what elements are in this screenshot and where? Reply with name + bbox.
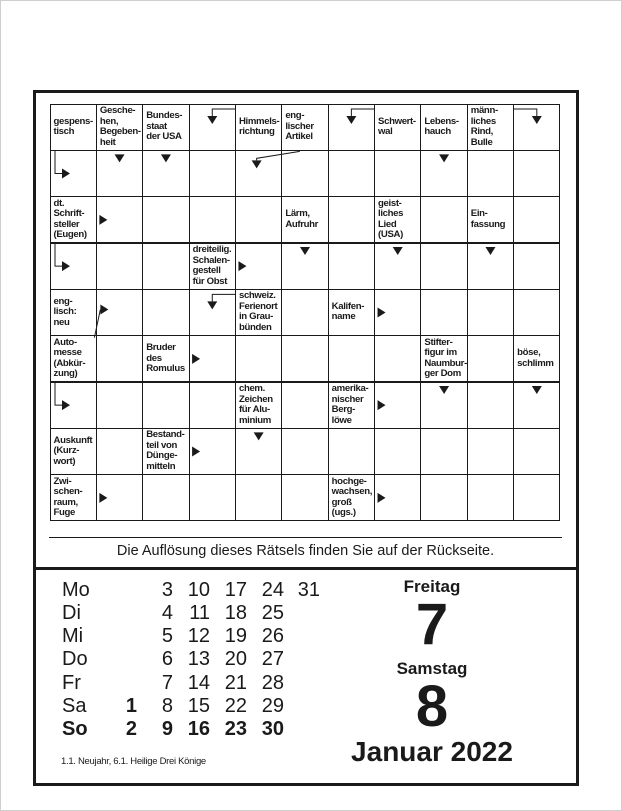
calendar-date: 3 xyxy=(161,579,173,601)
arrow-down-icon xyxy=(254,432,264,440)
clue-text: Bundes- staat der USA xyxy=(146,110,183,143)
calendar-date: 24 xyxy=(261,579,284,601)
calendar-date: 8 xyxy=(161,695,173,717)
weekday-label: Mi xyxy=(62,625,84,647)
day1-number: 7 xyxy=(415,592,449,657)
calendar-date: 17 xyxy=(224,579,247,601)
calendar-date: 13 xyxy=(187,648,210,670)
clue-text: Bestand- teil von Dünge- mitteln xyxy=(146,429,185,472)
arrow-right-icon xyxy=(192,354,200,364)
arrow-down-icon xyxy=(115,154,125,162)
solution-note: Die Auflösung dieses Rätsels finden Sie auf der Rückseite. xyxy=(116,543,495,559)
arrow-bend-right-from-top-icon xyxy=(55,382,70,410)
calendar-date: 2 xyxy=(125,718,137,740)
clue-text: schweiz. Ferienort in Grau- bünden xyxy=(238,290,278,333)
clue-text: Lärm, Aufruhr xyxy=(285,208,319,230)
clue-text: Stifter- figur im Naumbur- ger Dom xyxy=(424,336,467,380)
calendar-date: 11 xyxy=(189,602,210,624)
clue-text: Ein- fassung xyxy=(470,208,506,230)
calendar-date: 9 xyxy=(161,718,173,740)
holiday-list: 1.1. Neujahr, 6.1. Heilige Drei Könige xyxy=(61,756,206,767)
clue-text: Schwert- wal xyxy=(378,115,416,138)
calendar-date: 22 xyxy=(224,695,247,717)
calendar-date: 29 xyxy=(261,695,284,717)
calendar-date: 23 xyxy=(224,718,247,740)
arrow-bend-down-from-left-icon xyxy=(514,109,542,124)
clue-text: eng- lisch: neu xyxy=(53,295,77,328)
arrow-bend-down-from-right-icon xyxy=(207,109,235,124)
clue-text: Lebens- hauch xyxy=(424,115,459,138)
arrow-down-icon xyxy=(439,386,449,394)
calendar-date: 21 xyxy=(224,672,247,694)
arrow-right-icon xyxy=(99,215,107,225)
clue-text: Kalifen- name xyxy=(331,300,365,323)
clue-text: dt. Schrift- steller (Eugen) xyxy=(53,197,87,241)
clue-text: chem. Zeichen für Alu- minium xyxy=(238,383,273,426)
calendar-date: 14 xyxy=(187,672,210,694)
arrow-right-icon xyxy=(99,493,107,503)
arrow-down-icon xyxy=(532,386,542,394)
arrow-down-icon xyxy=(485,247,495,255)
arrow-down-icon xyxy=(439,154,449,162)
clue-text: gespens- tisch xyxy=(53,115,93,138)
weekday-label: Di xyxy=(62,602,81,624)
calendar-date: 12 xyxy=(187,625,210,647)
calendar-date: 19 xyxy=(224,625,247,647)
calendar-date: 4 xyxy=(161,602,173,624)
arrow-diag-down-icon xyxy=(252,151,300,168)
arrow-right-icon xyxy=(378,308,386,318)
arrow-bend-right-from-top-icon xyxy=(55,243,70,271)
day1-weekday: Freitag xyxy=(403,577,461,596)
clue-text: geist- liches Lied (USA) xyxy=(378,197,404,241)
clue-text: eng- lischer Artikel xyxy=(285,110,314,143)
clue-text: Zwi- schen- raum, Fuge xyxy=(53,475,83,519)
arrow-bend-right-from-top-icon xyxy=(55,150,70,178)
clue-text: hochge- wachsen, groß (ugs.) xyxy=(331,475,373,519)
arrow-down-icon xyxy=(393,247,403,255)
calendar-date: 20 xyxy=(224,648,247,670)
clue-text: Himmels- richtung xyxy=(238,115,280,138)
calendar-date: 28 xyxy=(261,672,284,694)
clue-text: amerika- nischer Berg- löwe xyxy=(331,383,369,426)
calendar-date: 25 xyxy=(261,602,284,624)
arrow-bend-down-from-right-icon xyxy=(207,294,235,309)
calendar-date: 16 xyxy=(187,718,210,740)
calendar-date: 15 xyxy=(187,695,210,717)
day2-weekday: Samstag xyxy=(396,659,468,678)
arrow-right-icon xyxy=(378,400,386,410)
calendar-date: 6 xyxy=(161,648,173,670)
calendar-date: 26 xyxy=(261,625,284,647)
calendar-date: 18 xyxy=(224,602,247,624)
arrow-right-icon xyxy=(192,447,200,457)
day2-number: 8 xyxy=(415,674,449,739)
weekday-label: Mo xyxy=(62,579,90,601)
calendar-date: 27 xyxy=(261,648,284,670)
weekday-label: So xyxy=(62,718,88,740)
arrow-right-icon xyxy=(378,493,386,503)
arrow-down-icon xyxy=(300,247,310,255)
arrow-right-icon xyxy=(238,261,246,271)
arrow-down-icon xyxy=(161,154,171,162)
weekday-label: Do xyxy=(62,648,88,670)
clue-text: böse, schlimm xyxy=(517,347,554,369)
clue-text: Auskunft (Kurz- wort) xyxy=(53,434,93,467)
calendar-date: 5 xyxy=(161,625,173,647)
clue-text: dreiteilig. Schalen- gestell für Obst xyxy=(192,244,232,287)
clue-text: Bruder des Romulus xyxy=(146,342,185,375)
calendar-date: 10 xyxy=(187,579,210,601)
arrow-bend-down-from-right-icon xyxy=(346,109,374,124)
calendar-date: 31 xyxy=(297,579,320,601)
clue-text: Auto- messe (Abkür- zung) xyxy=(53,336,86,380)
clue-text: Gesche- hen, Begeben- heit xyxy=(99,105,141,148)
month-year: Januar 2022 xyxy=(351,736,513,767)
arrow-diag-right-icon xyxy=(94,305,108,338)
calendar-date: 30 xyxy=(261,718,284,740)
calendar-date: 7 xyxy=(161,672,173,694)
calendar-date: 1 xyxy=(125,695,137,717)
weekday-label: Fr xyxy=(62,672,81,694)
clue-text: männ- liches Rind, Bulle xyxy=(470,105,498,148)
weekday-label: Sa xyxy=(62,695,87,717)
